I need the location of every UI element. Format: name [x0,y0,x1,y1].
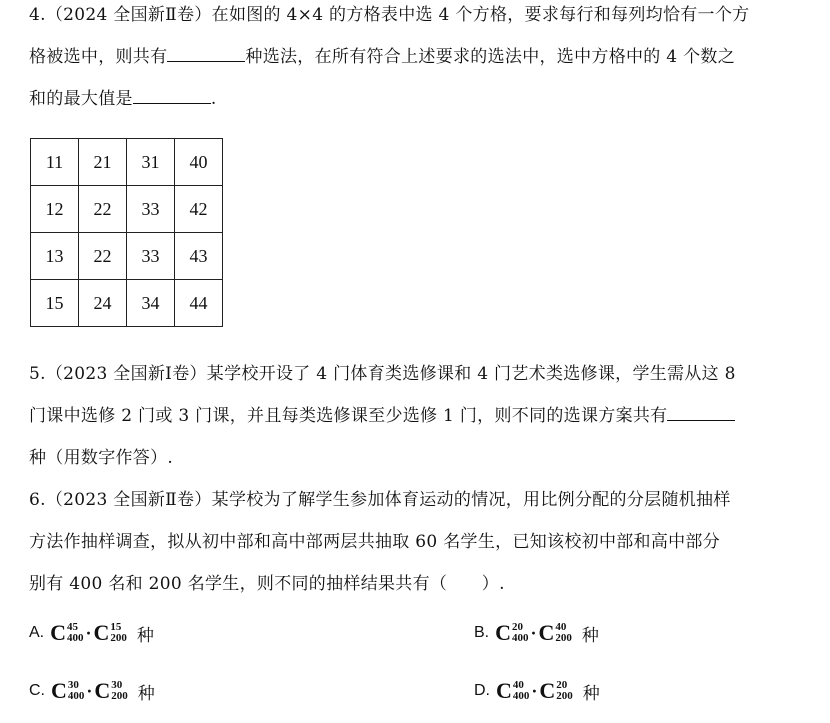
grid-cell: 31 [127,139,175,186]
grid-row [31,233,223,280]
grid-cell: 40 [175,139,223,186]
grid-cell: 13 [31,233,79,280]
option-c[interactable]: C. C 30 400 · C 30 200 种 [29,678,155,704]
grid-row [31,280,223,327]
grid-cell: 44 [175,280,223,327]
q4-line3: 和的最大值是 . [29,89,217,109]
grid-cell: 34 [127,280,175,327]
grid-cell: 24 [79,280,127,327]
q6-line1: 6.（2023 全国新Ⅱ卷）某学校为了解学生参加体育运动的情况，用比例分配的分层随机抽样 [29,490,731,510]
grid-cell: 22 [79,233,127,280]
q5-line2: 门课中选修 2 门或 3 门课，并且每类选修课至少选修 1 门，则不同的选课方案共有 [29,395,809,437]
grid-cell: 11 [31,139,79,186]
answer-blank-1 [167,60,245,62]
combination-expression: C 30 400 · C 30 200 [51,678,128,703]
combination-expression: C 45 400 · C 15 200 [50,620,127,645]
option-d[interactable]: D. C 40 400 · C 20 200 种 [474,678,600,704]
option-a[interactable]: A. C 45 400 · C 15 200 种 [29,620,154,646]
q5-line1: 5.（2023 全国新Ⅰ卷）某学校开设了 4 门体育类选修课和 4 门艺术类选修课，学生需从这 8 [29,364,736,384]
grid-row [31,186,223,233]
option-b[interactable]: B. C 20 400 · C 40 200 种 [474,620,599,646]
grid-row [31,139,223,186]
q5-line3: 种（用数字作答）. [29,448,174,468]
answer-blank-2 [133,102,211,104]
question-4 [29,0,809,120]
q4-line1: 4.（2024 全国新Ⅱ卷）在如图的 4×4 的方格表中选 4 个方格，要求每行和每列均恰有一个方 [29,5,750,25]
grid-cell: 15 [31,280,79,327]
combination-expression: C 20 400 · C 40 200 [495,620,572,645]
question-6 [29,479,809,605]
number-grid [30,138,223,327]
answer-blank-3 [667,419,735,421]
grid-cell: 12 [31,186,79,233]
grid-cell: 33 [127,186,175,233]
grid-cell: 42 [175,186,223,233]
question-5 [29,353,809,479]
q6-line2: 方法作抽样调查，拟从初中部和高中部两层共抽取 60 名学生，已知该校初中部和高中部分 [29,532,721,552]
grid-cell: 22 [79,186,127,233]
q6-line3: 别有 400 名和 200 名学生，则不同的抽样结果共有（ ）. [29,574,505,594]
grid-cell: 33 [127,233,175,280]
grid-cell: 43 [175,233,223,280]
combination-expression: C 40 400 · C 20 200 [496,678,573,703]
q4-line2: 格被选中，则共有 种选法，在所有符合上述要求的选法中，选中方格中的 4 个数之 [29,47,736,67]
grid-cell: 21 [79,139,127,186]
